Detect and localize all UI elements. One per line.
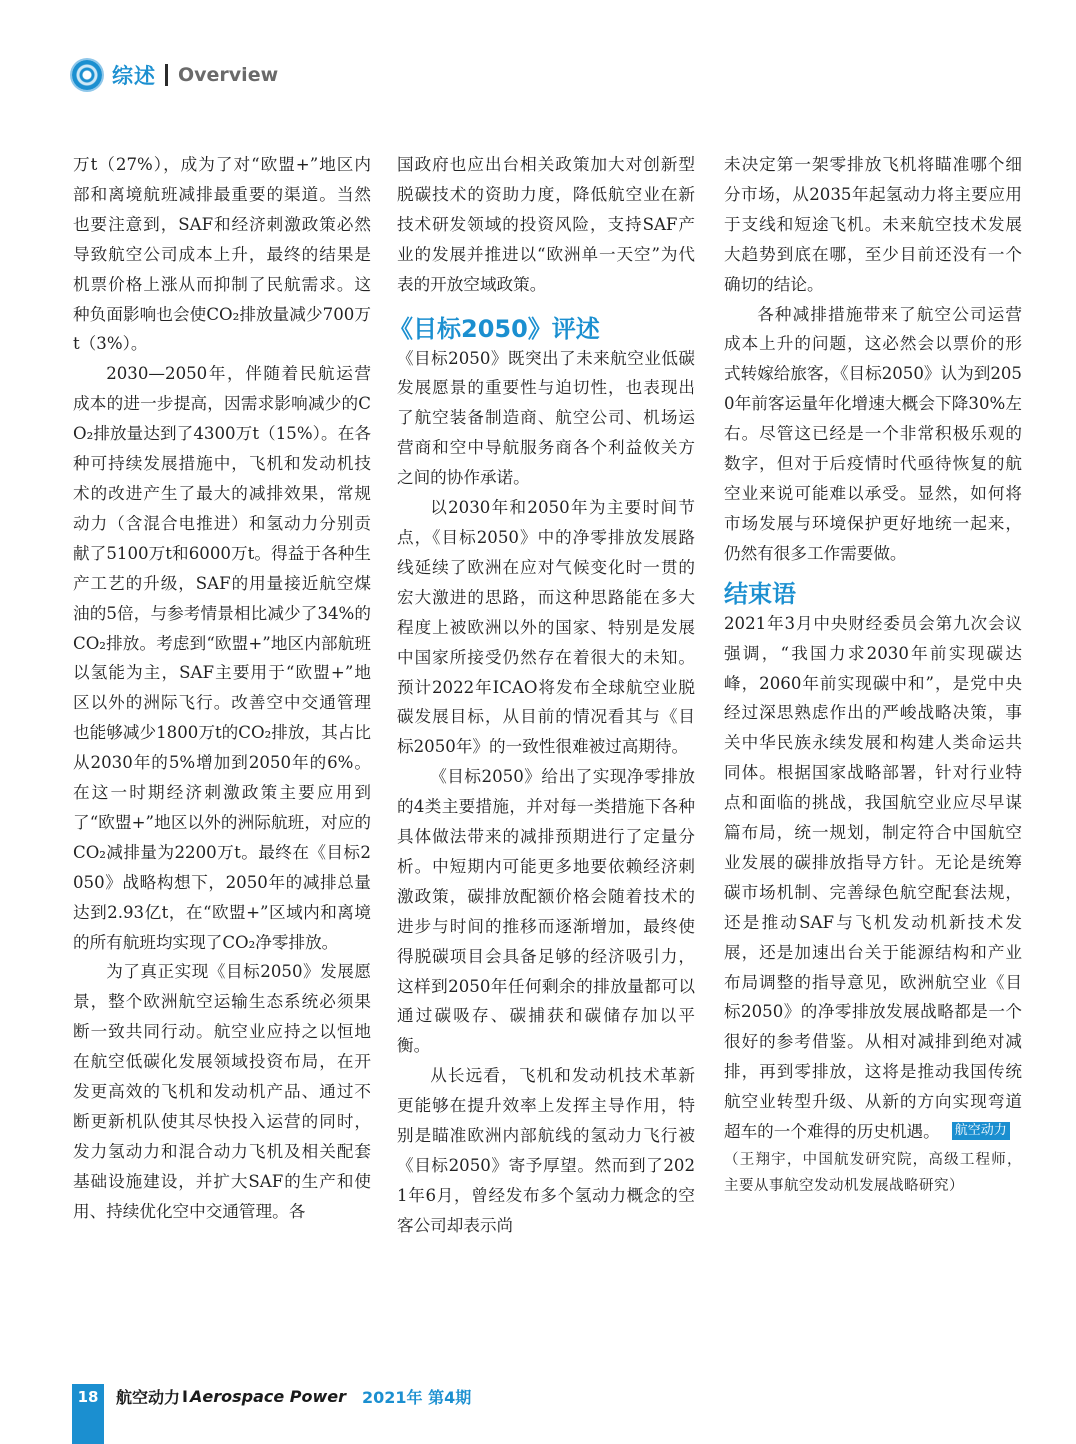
section-name-en: Overview <box>178 64 279 86</box>
paragraph: 2030—2050年，伴随着民航运营成本的进一步提高，因需求影响减少的CO₂排放量达到了4300万t（15%）。在各种可持续发展措施中，飞机和发动机技术的改进产生了最大的减排效果，常规动力（含混合电推进）和氢动力分别贡献了5100万t和6000万t。得益于各种生产工艺的升级，SAF的用量接近航空煤油的5倍，与参考情景相比减少了34%的CO₂排放。考虑到“欧盟+”地区内部航班以氢能为主，SAF主要用于“欧盟+”地区以外的洲际飞行。改善空中交通管理也能够减少1800万t的CO₂排放，其占比从2030年的5%增加到2050年的6%。在这一时期经济刺激政策主要应用到了“欧盟+”地区以外的洲际航班，对应的CO₂减排量为2200万t。最终在《目标2050》战略构想下，2050年的减排总量达到2.93亿t，在“欧盟+”区域内和离境的所有航班均实现了CO₂净零排放。 <box>73 364 371 952</box>
paragraph-conclusion <box>724 609 1022 1147</box>
section-heading-conclusion: 结束语 <box>724 579 796 608</box>
paragraph: 《目标2050》既突出了未来航空业低碳发展愿景的重要性与迫切性，也表现出了航空装备制造商、航空公司、机场运营商和空中导航服务商各个利益攸关方之间的协作承诺。 <box>397 348 695 488</box>
author-note: （王翔宇，中国航发研究院，高级工程师，主要从事航空发动机发展战略研究） <box>724 1152 1022 1194</box>
paragraph: 万t（27%），成为了对“欧盟+”地区内部和离境航班减排最重要的渠道。当然也要注意到，SAF和经济刺激政策必然导致航空公司成本上升，最终的结果是机票价格上涨从而抑制了民航需求。这种负面影响也会使CO₂排放量减少700万t（3%）。 <box>73 155 371 354</box>
footer-separator: I <box>182 1386 188 1406</box>
paragraph: 以2030年和2050年为主要时间节点，《目标2050》中的净零排放发展路线延续了欧洲在应对气候变化时一贯的宏大激进的思路，而这种思路能在多大程度上被欧洲以外的国家、特别是发展中国家所接受仍然存在着很大的未知。预计2022年ICAO将发布全球航空业脱碳发展目标，从目前的情况看其与《目标2050年》的一致性很难被过高期待。 <box>397 498 695 757</box>
section-logo-icon <box>72 60 102 90</box>
text-column-right <box>724 150 1022 1199</box>
paragraph: 从长远看，飞机和发动机技术革新更能够在提升效率上发挥主导作用，特别是瞄准欧洲内部航线的氢动力飞行被《目标2050》寄予厚望。然而到了2021年6月，曾经发布多个氢动力概念的空客公司却表示尚 <box>397 1066 695 1235</box>
paragraph: 未决定第一架零排放飞机将瞄准哪个细分市场，从2035年起氢动力将主要应用于支线和短途飞机。未来航空技术发展大趋势到底在哪，至少目前还没有一个确切的结论。 <box>724 155 1022 294</box>
paragraph: 各种减排措施带来了航空公司运营成本上升的问题，这必然会以票价的形式转嫁给旅客，《目标2050》认为到2050年前客运量年化增速大概会下降30%左右。尽管这已经是一个非常积极乐观的数字，但对于后疫情时代亟待恢复的航空业来说可能难以承受。显然，如何将市场发展与环境保护更好地统一起来，仍然有很多工作需要做。 <box>724 304 1022 563</box>
paragraph: 国政府也应出台相关政策加大对创新型脱碳技术的资助力度，降低航空业在新技术研发领域的投资风险，支持SAF产业的发展并推进以“欧洲单一天空”为代表的开放空域政策。 <box>397 155 695 294</box>
conclusion-text: 2021年3月中央财经委员会第九次会议强调，“我国力求2030年前实现碳达峰，2060年前实现碳中和”，是党中央经过深思熟虑作出的严峻战略决策，事关中华民族永续发展和构建人类命运共同体。根据国家战略部署，针对行业特点和面临的挑战，我国航空业应尽早谋篇布局，统一规划，制定符合中国航空业发展的碳排放指导方针。无论是统筹碳市场机制、完善绿色航空配套法规，还是推动SAF与飞机发动机新技术发展，还是加速出台关于能源结构和产业布局调整的指导意见，欧洲航空业《目标2050》的净零排放发展战略都是一个很好的参考借鉴。从相对减排到绝对减排，再到零排放，这将是推动我国传统航空业转型升级、从新的方向实现弯道超车的一个难得的历史机遇。 <box>724 613 1022 1142</box>
paragraph: 《目标2050》给出了实现净零排放的4类主要措施，并对每一类措施下各种具体做法带来的减排预期进行了定量分析。中短期内可能更多地要依赖经济刺激政策，碳排放配额价格会随着技术的进步与时间的推移而逐渐增加，最终使得脱碳项目会具备足够的经济吸引力，这样到2050年任何剩余的排放量都可以通过碳吸存、碳捕获和碳储存加以平衡。 <box>397 767 695 1056</box>
footer-journal-info <box>116 1384 471 1408</box>
section-heading-review: 《目标2050》评述 <box>389 314 600 343</box>
header-divider <box>165 64 168 86</box>
end-tag: 航空动力 <box>952 1122 1010 1140</box>
text-column-left <box>73 150 371 1227</box>
page-number: 18 <box>77 1388 99 1406</box>
paragraph: 为了真正实现《目标2050》发展愿景，整个欧洲航空运输生态系统必须果断一致共同行动。航空业应持之以恒地在航空低碳化发展领域投资布局，在开发更高效的飞机和发动机产品、通过不断更新机队使其尽快投入运营的同时，发力氢动力和混合动力飞机及相关配套基础设施建设，并扩大SAF的生产和使用、持续优化空中交通管理。各 <box>73 962 371 1221</box>
issue-number: 2021年 第4期 <box>362 1387 472 1407</box>
text-column-middle <box>389 150 695 1241</box>
page-header <box>72 58 278 92</box>
section-name-cn: 综述 <box>112 64 156 88</box>
journal-name-cn: 航空动力 <box>116 1387 181 1407</box>
journal-name-en: Aerospace Power <box>189 1386 347 1406</box>
